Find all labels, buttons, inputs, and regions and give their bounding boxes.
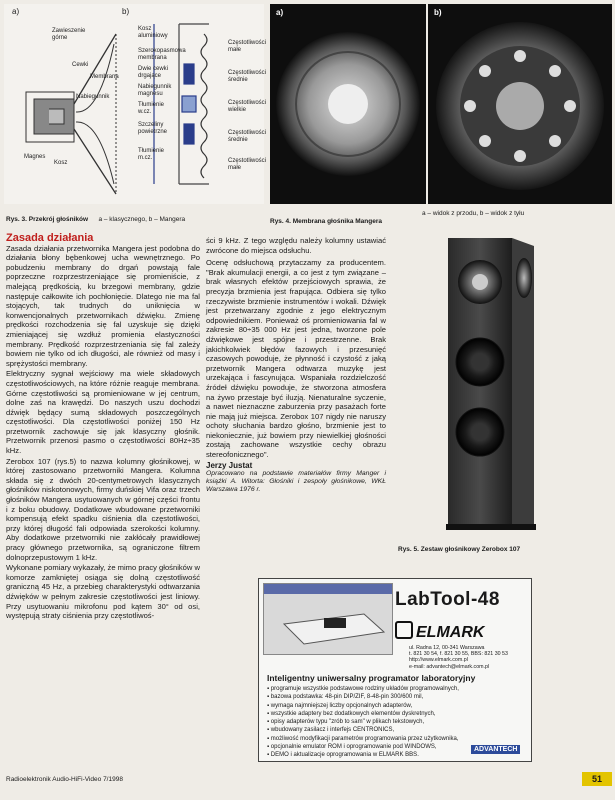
fig3-label-hf-damping: Tłumienie w.cz. [138,102,165,115]
ad-product-photo [263,583,393,655]
fig3-caption-text: a – klasycznego, b – Mangera [98,216,186,223]
ad-feature-list [267,685,487,760]
fig3-label-pole-piece: Nabiegunnik [76,94,110,100]
footer-publication: Radioelektronik Audio-HiFi-Video 7/1998 [6,776,123,783]
ad-headline: Inteligentny uniwersalny programator laboratoryjny [267,673,476,683]
fig3-label-low-freq-top: Częstotliwości małe [228,40,267,53]
membrane-back-drawing [428,4,612,204]
speaker-cabinet-drawing [434,232,542,534]
fig3-label-a: a) [12,7,20,16]
labtool-advertisement [258,578,532,762]
ad-feature-item: ▪ bazowa podstawka: 48-pin DIP/ZIF, 8-48-pin 300/600 mil, [267,694,424,701]
ad-address-web: http://www.elmark.com.pl [409,657,468,664]
ad-feature-item: ▪ programuje wszystkie podstawowe rodziny układów programowalnych, [267,686,459,692]
advantech-logo: ADVANTECH [471,745,520,754]
ad-feature-item: ▪ wymaga najmniejszej liczby opcjonalnych adapterów, [267,702,413,709]
ad-feature-item: ▪ wbudowany zasilacz i interfejs CENTRONICS, [267,727,395,734]
fig3-label-aluminium-basket: Kosz aluminiowy [138,26,168,39]
fig4-caption-text: a – widok z przodu, b – widok z tyłu [422,210,525,217]
figure-3 [4,4,267,204]
ad-brand-name: ELMARK [416,624,485,641]
fig3-label-coils: Cewki [72,62,89,68]
ad-address-email: e-mail: advantech@elmark.com.pl [409,663,490,670]
fig3-label-low-freq-bottom: Częstotliwości małe [228,158,267,171]
ad-feature-item: ▪ DEMO i aktualizacje oprogramowania w ELMARK BBS. [267,752,419,759]
programmer-device-drawing [264,584,392,654]
fig5-caption: Rys. 5. Zestaw głośnikowy Zerobox 107 [398,546,521,553]
fig4-label-a: a) [276,8,284,17]
fig3-caption-title: Rys. 3. Przekrój głośników [6,216,88,223]
membrane-front-photo [270,4,426,204]
ad-brand [395,621,484,642]
fig3-label-mid-freq-top: Częstotliwości średnie [228,70,267,83]
ad-feature-item: ▪ wszystkie adaptery bez dodatkowych elementów dyskretnych, [267,710,436,717]
page-number: 51 [582,772,612,786]
col1-paragraph-2: Elektryczny sygnał wejściowy ma wiele składowych częstotliwościowych, na które różnie reaguje membrana. Górne częstotliwości są promieniowane w jej centrum, dolne zaś na krawędzi. Do naszych uszu dochodzi dźwięk będący sumą składowych poszczególnych częstotliwości. Dla częstotliwości poniżej 150 Hz przetwornik zachowuje się jak klasyczny głośnik. Przetwornik przenosi pasmo o częstotliwości 80Hz÷35 kHz. [6,369,200,456]
membrane-front-drawing [270,4,426,204]
ad-feature-item: ▪ możliwość modyfikacji parametrów programowania przez użytkownika, [267,735,459,742]
zerobox-speaker-photo [434,232,542,534]
fig3-label-basket: Kosz [54,160,68,166]
fig3-label-two-coils: Dwie cewki drgające [138,66,169,79]
fig3-label-air-gaps: Szczeliny powietrzne [138,122,168,135]
fig3-label-wideband-membrane: Szerokopasmowa membrana [138,48,186,61]
ad-feature-item: ▪ opisy adapterów typu "zrób to sam" w plikach tekstowych, [267,719,425,726]
col1-paragraph-1: Zasada działania przetwornika Mangera jest podobna do działania błony bębenkowej ucha wewnętrznego. Po pobudzeniu membrany do drgań powstają fale poprzeczne rozprzestrzeniające się promieniście, z malejącą prędkością, ku brzegowi membrany, gdzie następuje całkowite ich pochłonięcie. Dlatego nie ma fal stojących, tak trudnych do uniknięcia w konwencjonalnych przetwornikach dźwięku. Zmienę prędkości rozchodzenia się fal uzyskuje się dzięki zmieniającej się wzdłuż promienia elastyczności membrany. Prędkość rozprzestrzeniania się fal zależy bowiem nie tylko od ich długości, ale również od masy i sprężystości membrany. [6,243,200,368]
col2-paragraph-1: ści 9 kHz. Z tego względu należy kolumny ustawiać zwrócone do miejsca odsłuchu. [206,236,386,255]
ad-title: LabTool-48 [395,589,500,610]
article-source-note: Opracowano na podstawie materiałów firmy Manger i książki A. Witorta: Głośniki i zespoły głośnikowe, WKŁ Warszawa 1976 r. [206,470,386,494]
ad-address-street: ul. Radna 12, 00-341 Warszawa [409,645,485,651]
fig4-caption-title: Rys. 4. Membrana głośnika Mangera [270,218,382,225]
ad-address [409,645,508,670]
col1-paragraph-3: Zerobox 107 (rys.5) to nazwa kolumny głośnikowej, w której zastosowano przetworniki Mangera. Kolumna składa się z dwóch 20-centymetrowych klasycznych głośników niskotonowych, firmy duńskiej Vifa oraz trzech głośników Mangera usytuowanych w górnej części frontu i z boku obudowy. Dodatkowe wbudowane przetworniki kompensują efekt spadku ciśnienia dla częstotliwości, przy której długość fali odpowiada szerokości kolumny. Aby dodatkowe przetworniki nie zakłócały prawidłowej pracy głównego przetwornika, są ograniczone filtrem dolnoprzepustowym 1 kHz. [6,456,200,562]
membrane-back-photo [428,4,612,204]
ad-address-phone: t. 821 30 54, f. 821 30 55, BBS: 821 30 53 [409,651,508,658]
fig3-label-magnet: Magnes [24,154,46,160]
article-author: Jerzy Justat [206,460,253,470]
section-heading: Zasada działania [6,232,94,244]
fig3-label-suspension: Zawieszenie górne [52,28,86,41]
fig4-caption [270,210,612,228]
col2-paragraph-2: Ocenę odsłuchową przytaczamy za producentem. "Brak akumulacji energii, a co jest z tym związane – brak własnych efektów przejściowych sprawia, że precyzja brzmienia jest frapująca. Odbiera się tylko rzeczywiste brzmienie instrumentów i wokali. Dźwięk jest przetwarzany zgodnie z jego elektrycznym odpowiednikiem. Ponieważ oś promieniowania fal w zakresie 80÷35 000 Hz jest jedna, tworzone pole dźwiękowe jest spójne i przestrzenne. Brak jakichkolwiek błędów fazowych i przesunięć czasowych powoduje, że płynność i czystość z jaką przetwornik Mangera odtwarza muzykę jest urzekająca i fascynująca. Wspaniała rozdzielczość źródeł dźwięku powoduje, że stworzona atmosfera na żywo przestaje być iluzją. Nienaturalne syczenie, a nawet nieznaczne zaburzenia przy pasażach forte nie mają już miejsca. Zerobox 107 nigdy nie naruszy ochoty słuchania bardzo głośno, brzmienie jest to niekoniecznie, już bowiem przy niewielkiej głośności zostają zachowane wszystkie cechy obrazu stereofonicznego". [206,258,386,460]
fig3-label-lf-damping: Tłumienie m.cz. [138,148,165,161]
speaker-cross-section-drawing [4,4,267,204]
fig3-label-membrane: Membrana [90,74,119,80]
article-column-1 [6,234,200,622]
ad-feature-item: ▪ opcjonalnie emulator ROM i oprogramowanie pod WINDOWS, [267,744,437,751]
elmark-logo-icon [395,621,413,639]
col1-paragraph-4: Wykonane pomiary wykazały, że mimo pracy głośników w komorze zamkniętej osiąga się dolną częstotliwość graniczną 45 Hz, a przebieg charakterystyki odtwarzania dźwięków w pełnym zakresie częstotliwości jest liniowy. Przy usytuowaniu mikrofonu pod kątem 30° od osi, występują straty ciśnienia przy częstotliwoś- [6,563,200,621]
fig3-caption [6,208,266,226]
fig3-label-high-freq: Częstotliwości wielkie [228,100,267,113]
fig3-label-b: b) [122,7,130,16]
article-column-2 [206,236,386,494]
fig3-label-magnet-pole: Nabiegunnik magnesu [138,84,172,97]
fig4-label-b: b) [434,8,442,17]
fig3-label-mid-freq-bottom: Częstotliwości średnie [228,130,267,143]
